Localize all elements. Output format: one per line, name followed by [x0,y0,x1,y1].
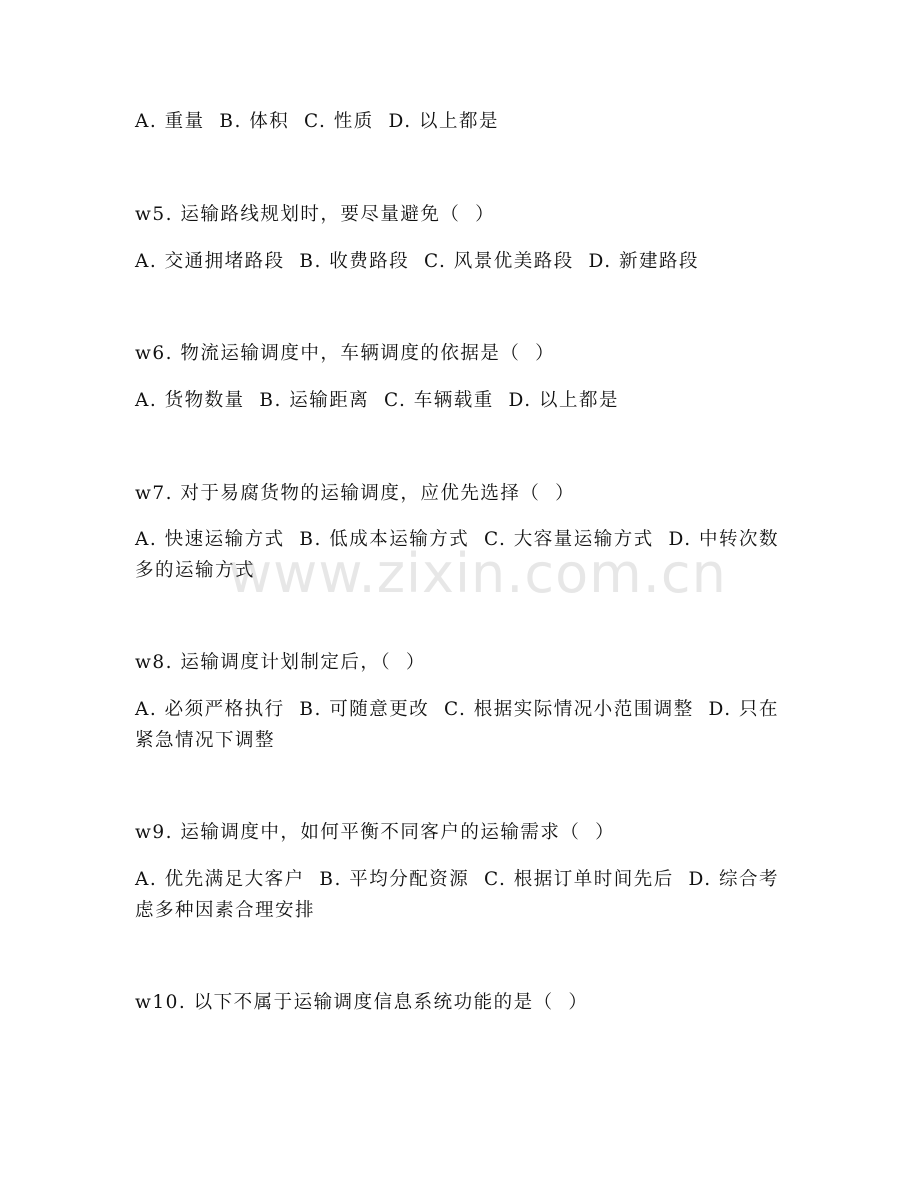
question-9-options: A. 优先满足大客户 B. 平均分配资源 C. 根据订单时间先后 D. 综合考虑多种因素合理安排 [135,869,779,921]
question-6-text: w6. 物流运输调度中，车辆调度的依据是（ ） [135,343,556,364]
question-6-options: A. 货物数量 B. 运输距离 C. 车辆载重 D. 以上都是 [135,390,619,411]
question-10-text: w10. 以下不属于运输调度信息系统功能的是（ ） [135,992,589,1013]
question-7-text: w7. 对于易腐货物的运输调度，应优先选择（ ） [135,483,576,504]
question-5-text: w5. 运输路线规划时，要尽量避免（ ） [135,204,496,225]
question-7-options: A. 快速运输方式 B. 低成本运输方式 C. 大容量运输方式 D. 中转次数多的运输方式 [135,529,779,581]
question-8-options: A. 必须严格执行 B. 可随意更改 C. 根据实际情况小范围调整 D. 只在紧急情况下调整 [135,699,779,751]
question-4-options: A. 重量 B. 体积 C. 性质 D. 以上都是 [135,111,499,132]
watermark: www.zixin.com.cn [228,542,727,605]
question-9-text: w9. 运输调度中，如何平衡不同客户的运输需求（ ） [135,822,616,843]
question-8-text: w8. 运输调度计划制定后，（ ） [135,652,426,673]
question-5-options: A. 交通拥堵路段 B. 收费路段 C. 风景优美路段 D. 新建路段 [135,251,699,272]
